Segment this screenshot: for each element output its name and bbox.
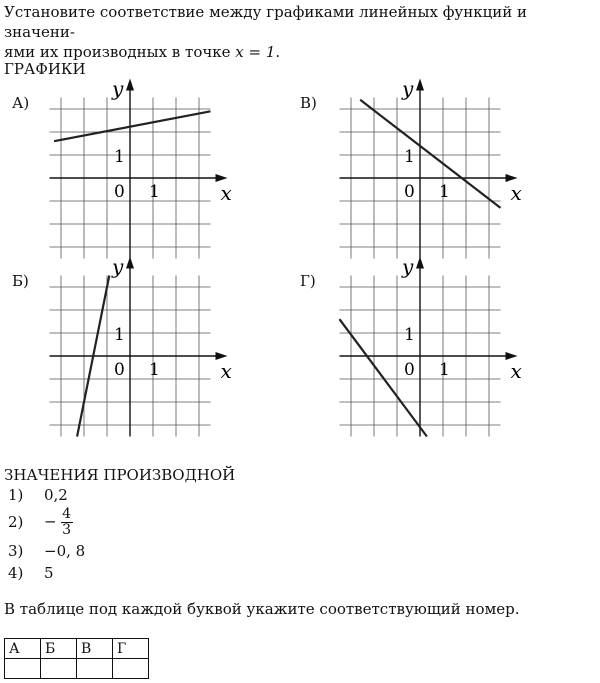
answer-header-a: А [5,639,41,659]
origin-label: 0 [404,182,415,202]
origin-label: 0 [114,182,125,202]
option-value: 5 [44,564,54,582]
graphs-title: ГРАФИКИ [4,60,86,78]
graph-label-g: Г) [300,272,316,290]
y-axis-label: y [112,254,124,279]
option-value: 0,2 [44,486,68,504]
answer-cell-g[interactable] [113,659,149,679]
y-unit-label: 1 [404,325,415,345]
x-unit-label: 1 [149,182,160,202]
function-line [360,100,500,208]
answer-cell-b[interactable] [41,659,77,679]
origin-label: 0 [404,360,415,380]
option-number: 1) [8,486,24,504]
x-axis-label: x [510,359,522,383]
answer-table-header-row [5,639,149,659]
graph-label-b: Б) [12,272,29,290]
x-unit-label: 1 [439,360,450,380]
x-axis-label: x [220,359,232,383]
y-axis-label: y [402,254,414,279]
graph-b [40,254,232,438]
task-text [4,2,594,62]
instruction-text: В таблице под каждой буквой укажите соответствующий номер. [4,600,520,618]
x-unit-label: 1 [149,360,160,380]
task-line-1: Установите соответствие между графиками линейных функций и значени- [4,3,528,41]
answer-table-input-row [5,659,149,679]
answer-cell-v[interactable] [77,659,113,679]
x-axis-label: x [510,181,522,205]
answer-header-v: В [77,639,113,659]
graph-label-v: В) [300,94,317,112]
answer-table [4,638,149,679]
graph-a [40,76,232,260]
y-axis-arrow [126,79,134,91]
y-axis-label: y [402,76,414,101]
function-line [54,111,210,141]
graph-label-a: А) [12,94,30,112]
task-math: x = 1 [235,43,276,61]
option-3 [8,542,85,560]
option-1 [8,486,68,504]
y-unit-label: 1 [404,147,415,167]
y-unit-label: 1 [114,147,125,167]
option-number: 2) [8,512,24,531]
option-number: 3) [8,542,24,560]
option-number: 4) [8,564,24,582]
task-line-2-text: ями их производных в точке [4,43,236,61]
graph-g [330,254,522,438]
task-period: . [275,43,281,61]
answer-header-g: Г [113,639,149,659]
graph-v [330,76,522,260]
y-axis-arrow [416,79,424,91]
option-value: −0, 8 [44,542,86,560]
x-axis-label: x [220,181,232,205]
y-axis-label: y [112,76,124,101]
answer-cell-a[interactable] [5,659,41,679]
fraction-denominator: 3 [62,522,72,538]
x-unit-label: 1 [439,182,450,202]
option-sign: − [44,512,57,531]
fraction [61,507,73,538]
task-line-2 [4,42,594,62]
y-unit-label: 1 [114,325,125,345]
fraction-numerator: 4 [62,506,72,522]
option-2 [8,507,73,538]
origin-label: 0 [114,360,125,380]
values-title: ЗНАЧЕНИЯ ПРОИЗВОДНОЙ [4,466,236,484]
answer-header-b: Б [41,639,77,659]
option-4 [8,564,54,582]
